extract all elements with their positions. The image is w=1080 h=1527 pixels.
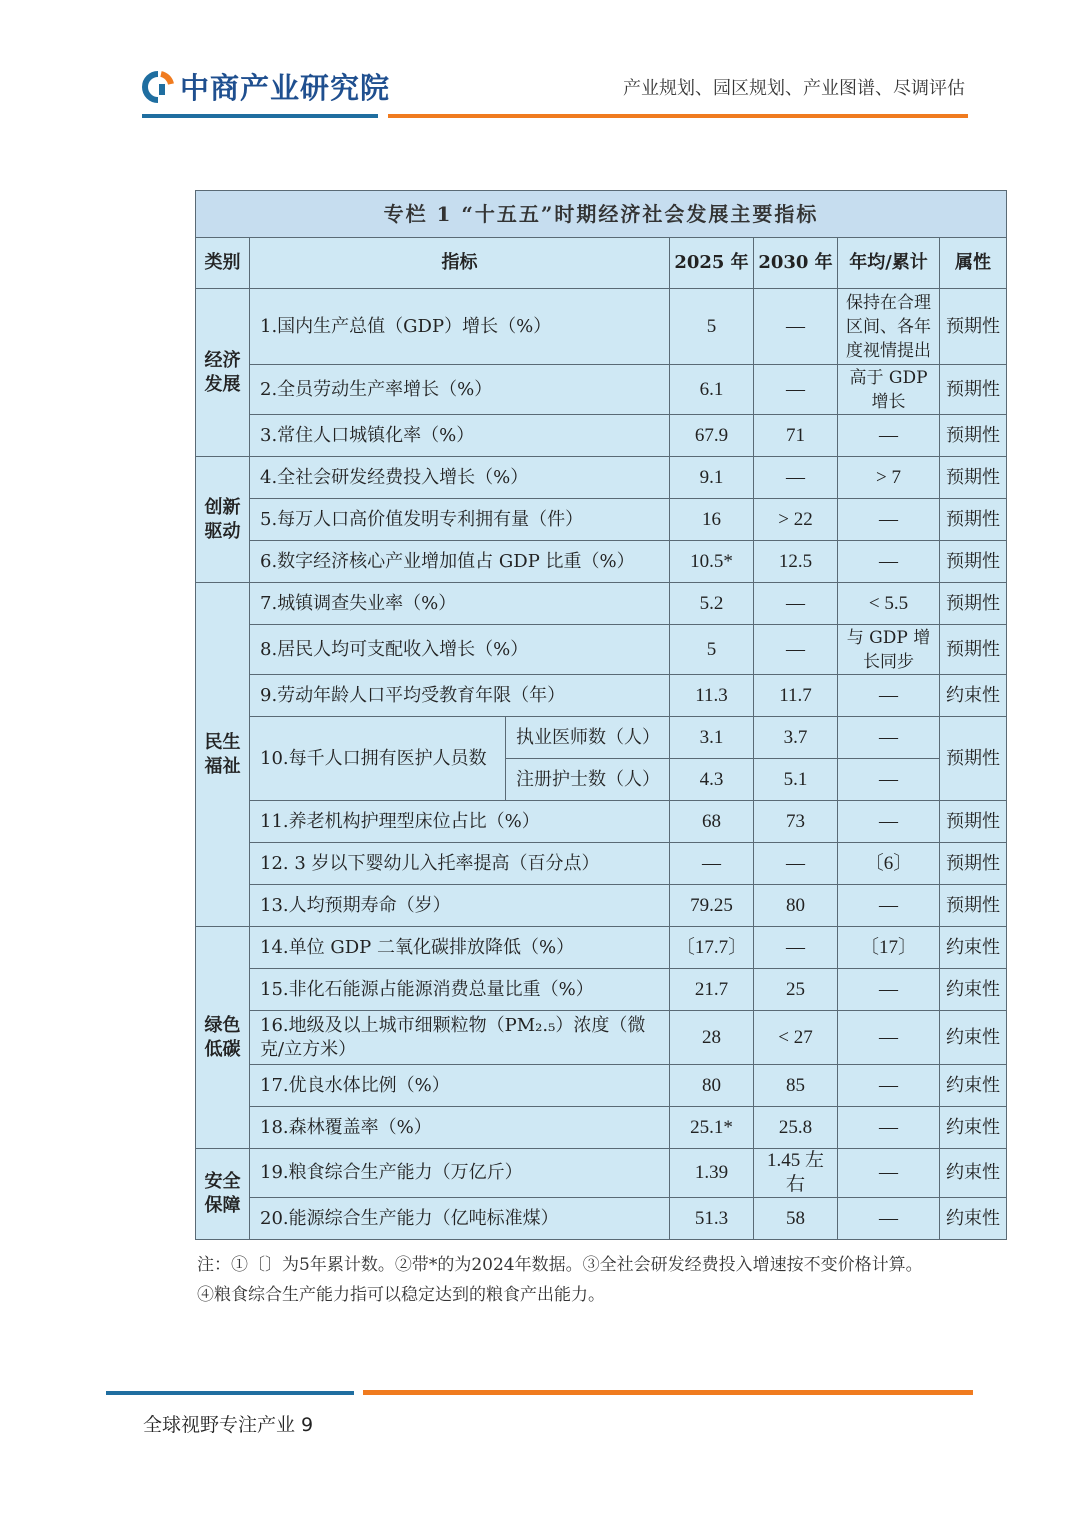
value-2030: — (754, 843, 838, 885)
category-innovation: 创新驱动 (196, 457, 250, 583)
header-category: 类别 (196, 238, 250, 289)
indicator-cell: 1.国内生产总值（GDP）增长（%） (250, 289, 670, 365)
value-avg: 〔6〕 (838, 843, 940, 885)
value-2025: 4.3 (670, 759, 754, 801)
header-rule-orange (388, 114, 968, 118)
logo-text: 中商产业研究院 (180, 71, 391, 105)
table-row (196, 457, 1007, 499)
indicator-cell: 19.粮食综合生产能力（万亿斤） (250, 1149, 670, 1198)
header-attribute: 属性 (940, 238, 1007, 289)
table-row (196, 289, 1007, 365)
indicator-cell: 6.数字经济核心产业增加值占 GDP 比重（%） (250, 541, 670, 583)
attribute-cell: 预期性 (940, 717, 1007, 801)
value-avg: — (838, 1149, 940, 1198)
value-2030: 58 (754, 1198, 838, 1240)
table-caption: 专栏 1 “十五五”时期经济社会发展主要指标 (196, 191, 1007, 238)
attribute-cell: 约束性 (940, 1149, 1007, 1198)
indicator-cell: 11.养老机构护理型床位占比（%） (250, 801, 670, 843)
value-2030: — (754, 289, 838, 365)
value-2025: 67.9 (670, 415, 754, 457)
indicator-cell: 7.城镇调查失业率（%） (250, 583, 670, 625)
value-avg: — (838, 969, 940, 1011)
value-2030: 25.8 (754, 1107, 838, 1149)
footer-rule-blue (106, 1391, 354, 1395)
value-2025: 80 (670, 1065, 754, 1107)
value-avg: — (838, 1107, 940, 1149)
value-2025: 〔17.7〕 (670, 927, 754, 969)
value-2025: 6.1 (670, 365, 754, 415)
value-2025: 5.2 (670, 583, 754, 625)
indicator-cell: 18.森林覆盖率（%） (250, 1107, 670, 1149)
indicator-cell: 2.全员劳动生产率增长（%） (250, 365, 670, 415)
attribute-cell: 预期性 (940, 289, 1007, 365)
indicator-table-container (195, 190, 1006, 1240)
attribute-cell: 约束性 (940, 1198, 1007, 1240)
value-avg: — (838, 885, 940, 927)
table-row (196, 583, 1007, 625)
value-2030: 3.7 (754, 717, 838, 759)
table-row (196, 541, 1007, 583)
value-2025: 51.3 (670, 1198, 754, 1240)
table-row (196, 1107, 1007, 1149)
table-row (196, 1065, 1007, 1107)
indicator-cell: 4.全社会研发经费投入增长（%） (250, 457, 670, 499)
attribute-cell: 预期性 (940, 415, 1007, 457)
value-2030: — (754, 365, 838, 415)
category-green: 绿色低碳 (196, 927, 250, 1149)
value-avg: — (838, 499, 940, 541)
value-2025: 1.39 (670, 1149, 754, 1198)
value-2025: 25.1* (670, 1107, 754, 1149)
value-avg: — (838, 1065, 940, 1107)
value-avg: 与 GDP 增长同步 (838, 625, 940, 675)
table-row (196, 801, 1007, 843)
table-note (197, 1250, 1017, 1310)
value-2030: > 22 (754, 499, 838, 541)
attribute-cell: 约束性 (940, 1011, 1007, 1065)
value-avg: — (838, 1198, 940, 1240)
value-2030: — (754, 457, 838, 499)
attribute-cell: 预期性 (940, 457, 1007, 499)
value-2030: — (754, 625, 838, 675)
attribute-cell: 约束性 (940, 1107, 1007, 1149)
category-security: 安全保障 (196, 1149, 250, 1240)
header-tagline: 产业规划、园区规划、产业图谱、尽调评估 (623, 78, 965, 99)
value-2030: 73 (754, 801, 838, 843)
company-logo (142, 66, 390, 107)
page-footer: 全球视野专注产业 9 (143, 1414, 314, 1436)
table-row (196, 365, 1007, 415)
table-row (196, 843, 1007, 885)
value-2030: 71 (754, 415, 838, 457)
value-2030: 5.1 (754, 759, 838, 801)
value-avg: — (838, 675, 940, 717)
note-line-1: 注：①〔〕为5年累计数。②带*的为2024年数据。③全社会研发经费投入增速按不变价格计算。 (197, 1255, 923, 1275)
value-2030: 25 (754, 969, 838, 1011)
indicator-cell: 3.常住人口城镇化率（%） (250, 415, 670, 457)
value-2030: 80 (754, 885, 838, 927)
value-2025: 5 (670, 625, 754, 675)
value-avg: 高于 GDP 增长 (838, 365, 940, 415)
header-2030: 2030 年 (754, 238, 838, 289)
value-2030: 85 (754, 1065, 838, 1107)
category-welfare: 民生福祉 (196, 583, 250, 927)
header-rule-blue (142, 114, 378, 118)
indicator-cell: 5.每万人口高价值发明专利拥有量（件） (250, 499, 670, 541)
value-2030: — (754, 583, 838, 625)
value-2025: 10.5* (670, 541, 754, 583)
header-avg: 年均/累计 (838, 238, 940, 289)
value-avg: < 5.5 (838, 583, 940, 625)
value-avg: — (838, 415, 940, 457)
table-row (196, 927, 1007, 969)
value-avg: — (838, 801, 940, 843)
attribute-cell: 预期性 (940, 499, 1007, 541)
category-economy: 经济发展 (196, 289, 250, 457)
attribute-cell: 约束性 (940, 969, 1007, 1011)
value-2025: 79.25 (670, 885, 754, 927)
indicator-cell: 9.劳动年龄人口平均受教育年限（年） (250, 675, 670, 717)
table-row (196, 1198, 1007, 1240)
value-2025: 5 (670, 289, 754, 365)
indicator-cell: 17.优良水体比例（%） (250, 1065, 670, 1107)
table-row (196, 1149, 1007, 1198)
indicator-cell: 13.人均预期寿命（岁） (250, 885, 670, 927)
attribute-cell: 预期性 (940, 801, 1007, 843)
value-2030: 1.45 左右 (754, 1149, 838, 1198)
header-2025: 2025 年 (670, 238, 754, 289)
value-2025: 16 (670, 499, 754, 541)
sub-indicator-cell: 执业医师数（人） (506, 717, 670, 759)
value-2030: 11.7 (754, 675, 838, 717)
page-header (0, 0, 1080, 130)
header-indicator: 指标 (250, 238, 670, 289)
attribute-cell: 预期性 (940, 625, 1007, 675)
attribute-cell: 预期性 (940, 541, 1007, 583)
indicator-cell: 15.非化石能源占能源消费总量比重（%） (250, 969, 670, 1011)
value-2025: 68 (670, 801, 754, 843)
table-row (196, 625, 1007, 675)
value-avg: — (838, 759, 940, 801)
value-avg: — (838, 1011, 940, 1065)
value-avg: — (838, 541, 940, 583)
attribute-cell: 预期性 (940, 885, 1007, 927)
table-row (196, 717, 1007, 759)
value-2025: — (670, 843, 754, 885)
attribute-cell: 约束性 (940, 1065, 1007, 1107)
value-avg: 保持在合理区间、各年度视情提出 (838, 289, 940, 365)
value-2030: < 27 (754, 1011, 838, 1065)
value-avg: 〔17〕 (838, 927, 940, 969)
value-2025: 11.3 (670, 675, 754, 717)
table-header-row (196, 238, 1007, 289)
attribute-cell: 预期性 (940, 365, 1007, 415)
value-2025: 3.1 (670, 717, 754, 759)
indicator-cell: 14.单位 GDP 二氧化碳排放降低（%） (250, 927, 670, 969)
table-row (196, 499, 1007, 541)
indicator-cell: 12. 3 岁以下婴幼儿入托率提高（百分点） (250, 843, 670, 885)
attribute-cell: 预期性 (940, 843, 1007, 885)
value-avg: > 7 (838, 457, 940, 499)
attribute-cell: 约束性 (940, 675, 1007, 717)
indicator-cell: 8.居民人均可支配收入增长（%） (250, 625, 670, 675)
attribute-cell: 预期性 (940, 583, 1007, 625)
indicator-cell: 16.地级及以上城市细颗粒物（PM₂.₅）浓度（微克/立方米） (250, 1011, 670, 1065)
value-2025: 9.1 (670, 457, 754, 499)
table-row (196, 885, 1007, 927)
value-avg: — (838, 717, 940, 759)
value-2025: 21.7 (670, 969, 754, 1011)
value-2030: 12.5 (754, 541, 838, 583)
table-row (196, 1011, 1007, 1065)
attribute-cell: 约束性 (940, 927, 1007, 969)
footer-rule-orange (363, 1390, 973, 1395)
value-2030: — (754, 927, 838, 969)
logo-icon (142, 71, 174, 103)
table-row (196, 969, 1007, 1011)
value-2025: 28 (670, 1011, 754, 1065)
table-row (196, 415, 1007, 457)
table-row (196, 675, 1007, 717)
indicator-cell: 20.能源综合生产能力（亿吨标准煤） (250, 1198, 670, 1240)
indicator-cell: 10.每千人口拥有医护人员数 (250, 717, 506, 801)
indicator-table (195, 190, 1007, 1240)
sub-indicator-cell: 注册护士数（人） (506, 759, 670, 801)
note-line-2: ④粮食综合生产能力指可以稳定达到的粮食产出能力。 (197, 1285, 605, 1305)
